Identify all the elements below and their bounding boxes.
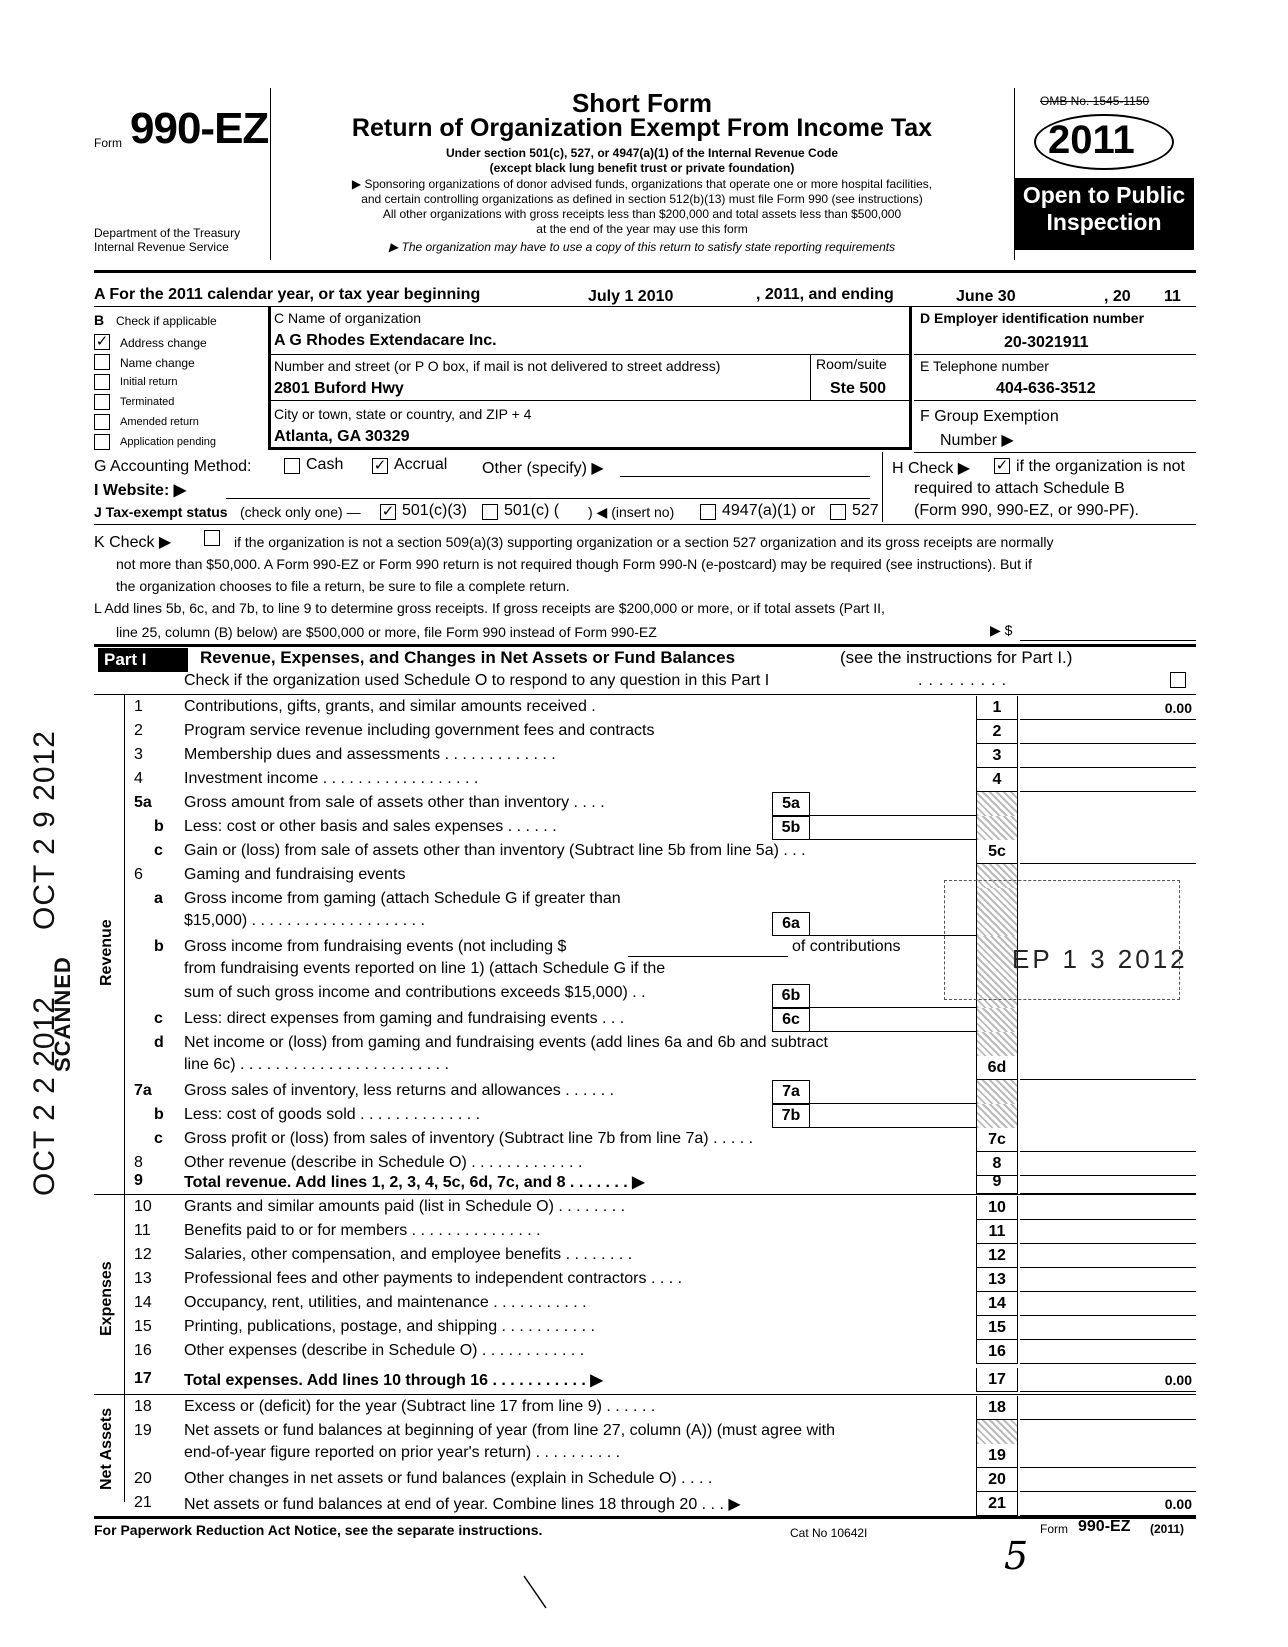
line-h-text: if the organization is not xyxy=(1016,458,1185,475)
initial-return-checkbox[interactable] xyxy=(94,374,110,390)
cash-label: Cash xyxy=(306,456,344,473)
terminated-checkbox[interactable] xyxy=(94,394,110,410)
line-j-check-only: (check only one) — xyxy=(240,504,361,520)
phone-label: E Telephone number xyxy=(920,358,1049,374)
stray-mark xyxy=(520,1572,550,1612)
line-12-amount[interactable] xyxy=(1020,1244,1196,1268)
line-box-label: 8 xyxy=(976,1152,1018,1176)
line-description: Program service revenue including government fees and contracts xyxy=(184,722,655,739)
line-box-label: 20 xyxy=(976,1468,1018,1492)
line-description: Printing, publications, postage, and shipping . . . . . . . . . . . xyxy=(184,1318,595,1335)
schedule-o-dots: ......... xyxy=(918,672,1013,689)
line-11 xyxy=(0,1220,1288,1244)
footer-form-year: (2011) xyxy=(1150,1522,1185,1536)
line-a-label: A For the 2011 calendar year, or tax year beginning xyxy=(94,286,481,303)
other-method-label: Other (specify) ▶ xyxy=(482,460,604,477)
line-13-amount[interactable] xyxy=(1020,1268,1196,1292)
initial-return-label: Initial return xyxy=(120,376,178,388)
line-7c xyxy=(0,1128,1288,1152)
line-5a xyxy=(0,792,1288,816)
line-h-label: H Check ▶ xyxy=(892,460,971,477)
received-stamp-box xyxy=(944,880,1180,1000)
address-change-checkbox[interactable]: ✓ xyxy=(95,333,109,350)
line-number: 3 xyxy=(134,746,143,763)
shaded-cell xyxy=(976,792,1018,816)
line-description-cont: $15,000) . . . . . . . . . . . . . . . . . . . . xyxy=(184,912,425,929)
line-description: Net assets or fund balances at beginning of year (from line 27, column (A)) (must agree with xyxy=(184,1422,835,1439)
room-label: Room/suite xyxy=(816,356,887,372)
line-description: Other expenses (describe in Schedule O) . . . . . . . . . . . . xyxy=(184,1342,585,1359)
line-number: 8 xyxy=(134,1154,143,1171)
line-box-label: 16 xyxy=(976,1340,1018,1364)
line-l-text-1: L Add lines 5b, 6c, and 7b, to line 9 to determine gross receipts. If gross receipts are $200,000 or more, or if total assets (Part II, xyxy=(94,600,885,616)
line-20-amount[interactable] xyxy=(1020,1468,1196,1492)
line-number: a xyxy=(154,890,163,907)
line-number: 13 xyxy=(134,1270,152,1287)
city-label: City or town, state or country, and ZIP + 4 xyxy=(274,406,532,422)
form-number: 990-EZ xyxy=(130,104,269,153)
line-box-label: 6d xyxy=(976,1056,1018,1080)
line-number: c xyxy=(154,842,163,859)
line-number: 15 xyxy=(134,1318,152,1335)
line-number: 11 xyxy=(134,1222,151,1239)
line-16 xyxy=(0,1340,1288,1364)
line-19-amount[interactable] xyxy=(1020,1444,1196,1468)
schedule-o-check-text: Check if the organization used Schedule O to respond to any question in this Part I xyxy=(184,672,770,689)
line-number: 4 xyxy=(134,770,143,787)
line-description: Gross income from fundraising events (not including $ xyxy=(184,938,567,955)
line-number: c xyxy=(154,1130,163,1147)
address-change-label: Address change xyxy=(120,336,207,350)
line-box-label: 5c xyxy=(976,840,1018,864)
line-description-cont: from fundraising events reported on line 1) (attach Schedule G if the xyxy=(184,960,666,977)
line-number: 5a xyxy=(134,794,152,811)
line-description: Gaming and fundraising events xyxy=(184,866,406,883)
sub-box-label: 7a xyxy=(772,1080,810,1104)
line-description: Contributions, gifts, grants, and similar amounts received . xyxy=(184,698,596,715)
shaded-cell xyxy=(976,1008,1018,1032)
line-description: Benefits paid to or for members . . . . . . . . . . . . . . . xyxy=(184,1222,541,1239)
line-description: Occupancy, rent, utilities, and maintenance . . . . . . . . . . . xyxy=(184,1294,587,1311)
part-i-title-note: (see the instructions for Part I.) xyxy=(840,648,1073,667)
4947-label: 4947(a)(1) or xyxy=(722,502,816,519)
open-line-2: Inspection xyxy=(1046,209,1162,235)
application-pending-checkbox[interactable] xyxy=(94,434,110,450)
line-6d xyxy=(0,1032,1288,1080)
line-description: Less: cost or other basis and sales expenses . . . . . . xyxy=(184,818,557,835)
line-21-amount[interactable]: 0.00 xyxy=(1020,1492,1196,1516)
line-10-amount[interactable] xyxy=(1020,1196,1196,1220)
527-label: 527 xyxy=(852,502,879,519)
dept-treasury: Department of the Treasury xyxy=(94,226,241,240)
line-box-label: 2 xyxy=(976,720,1018,744)
schedule-b-checkbox[interactable]: ✓ xyxy=(995,457,1009,474)
shaded-cell xyxy=(976,1032,1018,1056)
line-description: Other changes in net assets or fund balances (explain in Schedule O) . . . . xyxy=(184,1470,713,1487)
line-description: Excess or (deficit) for the year (Subtract line 17 from line 9) . . . . . . xyxy=(184,1398,656,1415)
line-a-begin[interactable]: July 1 2010 xyxy=(588,288,674,305)
street-label: Number and street (or P O box, if mail is not delivered to street address) xyxy=(274,358,721,374)
line-box-label: 11 xyxy=(976,1220,1018,1244)
501c-checkbox[interactable] xyxy=(482,504,498,520)
line-number: 6 xyxy=(134,866,143,883)
sub-box-label: 6a xyxy=(772,912,810,936)
line-number: 7a xyxy=(134,1082,152,1099)
line-description: Salaries, other compensation, and employee benefits . . . . . . . . xyxy=(184,1246,633,1263)
line-description: Other revenue (describe in Schedule O) . . . . . . . . . . . . . xyxy=(184,1154,583,1171)
4947-checkbox[interactable] xyxy=(700,504,716,520)
line-h-text-3: (Form 990, 990-EZ, or 990-PF). xyxy=(914,502,1139,519)
line-description-cont: line 6c) . . . . . . . . . . . . . . . . . . . . . . . . xyxy=(184,1056,449,1073)
line-k-text-2: not more than $50,000. A Form 990-EZ or Form 990 return is not required though Form 990-N (e-postcard) may be required (see instructions). But if xyxy=(116,556,1032,572)
line-k-text-1: if the organization is not a section 509(a)(3) supporting organization or a section 527 organization and its gross receipts are normally xyxy=(234,534,1054,550)
line-20 xyxy=(0,1468,1288,1492)
check-if-applicable: Check if applicable xyxy=(116,314,217,328)
line-box-label: 15 xyxy=(976,1316,1018,1340)
line-box-label: 9 xyxy=(976,1170,1018,1194)
name-change-label: Name change xyxy=(120,356,195,370)
ein[interactable]: 20-3021911 xyxy=(1004,334,1089,351)
line-18 xyxy=(0,1396,1288,1420)
line-14-amount[interactable] xyxy=(1020,1292,1196,1316)
line-6c xyxy=(0,1008,1288,1032)
org-name-label: C Name of organization xyxy=(274,310,422,326)
line-5c-amount[interactable] xyxy=(1020,840,1196,864)
line-19 xyxy=(0,1420,1288,1468)
terminated-label: Terminated xyxy=(120,396,175,408)
line-9 xyxy=(0,1170,1288,1194)
line-1-amount[interactable]: 0.00 xyxy=(1020,696,1196,720)
dept-irs: Internal Revenue Service xyxy=(94,240,229,254)
part-i-tag: Part I xyxy=(98,648,188,672)
subtitle-sponsoring: ▶ Sponsoring organizations of donor advised funds, organizations that operate one or more hospital facilities, xyxy=(351,177,933,191)
scanned-stamp: SCANNED xyxy=(50,956,75,1072)
line-box-label: 21 xyxy=(976,1492,1018,1516)
line-number: 14 xyxy=(134,1294,152,1311)
line-b-label: B xyxy=(94,312,105,328)
date-stamp-oct-22: OCT 2 2 2012 xyxy=(28,996,61,1196)
ein-label: D Employer identification number xyxy=(920,310,1145,326)
line-17-amount[interactable]: 0.00 xyxy=(1020,1368,1196,1392)
subtitle-except: (except black lung benefit trust or private foundation) xyxy=(489,161,795,175)
group-exemption-label: F Group Exemption xyxy=(920,408,1059,425)
application-pending-label: Application pending xyxy=(120,436,217,448)
line-box-label: 19 xyxy=(976,1444,1018,1468)
line-description: Gross income from gaming (attach Schedule G if greater than xyxy=(184,890,621,907)
subtitle-year-end: at the end of the year may use this form xyxy=(536,222,748,236)
line-13 xyxy=(0,1268,1288,1292)
line-number: 10 xyxy=(134,1198,152,1215)
amended-return-checkbox[interactable] xyxy=(94,414,110,430)
line-7b xyxy=(0,1104,1288,1128)
line-number: 9 xyxy=(134,1172,143,1189)
line-l-text-2: line 25, column (B) below) are $500,000 or more, file Form 990 instead of Form 990-EZ xyxy=(116,624,657,640)
line-16-amount[interactable] xyxy=(1020,1340,1196,1364)
form-prefix: Form xyxy=(94,136,122,150)
line-j-label: J Tax-exempt status xyxy=(94,504,228,520)
subtitle-section: Under section 501(c), 527, or 4947(a)(1) of the Internal Revenue Code xyxy=(445,146,839,160)
line-15-amount[interactable] xyxy=(1020,1316,1196,1340)
line-l-dollar: ▶ $ xyxy=(990,622,1013,638)
street[interactable]: 2801 Buford Hwy xyxy=(274,380,404,397)
line-17 xyxy=(0,1368,1288,1392)
line-description: Membership dues and assessments . . . . . . . . . . . . . xyxy=(184,746,556,763)
open-to-public-inspection xyxy=(1014,178,1194,250)
title-short-form: Short Form xyxy=(571,88,713,118)
line-15 xyxy=(0,1316,1288,1340)
open-line-1: Open to Public xyxy=(1022,182,1186,208)
paperwork-notice: For Paperwork Reduction Act Notice, see the separate instructions. xyxy=(94,1522,543,1538)
sub-box-label: 5a xyxy=(772,792,810,816)
line-number: 21 xyxy=(134,1494,152,1511)
line-description: Total expenses. Add lines 10 through 16 . . . . . . . . . . . ▶ xyxy=(184,1372,603,1389)
line-description: Net assets or fund balances at end of year. Combine lines 18 through 20 . . . ▶ xyxy=(184,1496,741,1513)
line-9-amount[interactable] xyxy=(1020,1170,1196,1194)
line-box-label: 4 xyxy=(976,768,1018,792)
line-description: Investment income . . . . . . . . . . . . . . . . . . xyxy=(184,770,479,787)
subtitle-controlling: and certain controlling organizations as defined in section 512(b)(13) must file Form 990 (see instructions) xyxy=(361,192,923,206)
sub-box-label: 6c xyxy=(772,1008,810,1032)
line-description: Grants and similar amounts paid (list in Schedule O) . . . . . . . . xyxy=(184,1198,626,1215)
line-14 xyxy=(0,1292,1288,1316)
sub-box-label: 7b xyxy=(772,1104,810,1128)
tax-year: 2011 xyxy=(1048,118,1135,162)
line-7a xyxy=(0,1080,1288,1104)
line-box-label: 1 xyxy=(976,696,1018,720)
line-number: b xyxy=(154,938,164,955)
line-k-text-3: the organization chooses to file a return, be sure to file a complete return. xyxy=(116,578,570,594)
line-5b-amount[interactable] xyxy=(810,816,976,840)
group-exemption-number-label: Number ▶ xyxy=(940,432,1014,449)
line-description: Gross amount from sale of assets other than inventory . . . . xyxy=(184,794,605,811)
line-2 xyxy=(0,720,1288,744)
line-12 xyxy=(0,1244,1288,1268)
name-change-checkbox[interactable] xyxy=(94,354,110,370)
line-description: Less: direct expenses from gaming and fundraising events . . . xyxy=(184,1010,625,1027)
line-6d-amount[interactable] xyxy=(1020,1056,1196,1080)
footer-form-prefix: Form xyxy=(1040,1522,1068,1536)
sub-box-label: 5b xyxy=(772,816,810,840)
501c3-checkbox[interactable]: ✓ xyxy=(381,503,395,520)
line-6c-amount[interactable] xyxy=(810,1008,976,1032)
line-4-amount[interactable] xyxy=(1020,768,1196,792)
line-number: 16 xyxy=(134,1342,152,1359)
line-a-mid: , 2011, and ending xyxy=(756,286,894,303)
shaded-cell xyxy=(976,1420,1018,1444)
line-7a-amount[interactable] xyxy=(810,1080,976,1104)
part-i-title: Revenue, Expenses, and Changes in Net Assets or Fund Balances xyxy=(200,648,736,667)
line-i-label: I Website: ▶ xyxy=(94,482,187,499)
line-description: Net income or (loss) from gaming and fundraising events (add lines 6a and 6b and subtract xyxy=(184,1034,828,1051)
line-5c xyxy=(0,840,1288,864)
received-stamp-date: EP 1 3 2012 xyxy=(1012,944,1188,974)
line-g-label: G Accounting Method: xyxy=(94,458,252,475)
line-11-amount[interactable] xyxy=(1020,1220,1196,1244)
accrual-label: Accrual xyxy=(394,456,448,473)
line-description: Total revenue. Add lines 1, 2, 3, 4, 5c, 6d, 7c, and 8 . . . . . . . ▶ xyxy=(184,1174,645,1191)
line-box-label: 3 xyxy=(976,744,1018,768)
line-21 xyxy=(0,1492,1288,1516)
omb-number: OMB No. 1545-1150 xyxy=(1040,94,1150,108)
line-description-cont: end-of-year figure reported on prior year's return) . . . . . . . . . . xyxy=(184,1444,621,1461)
line-7c-amount[interactable] xyxy=(1020,1128,1196,1152)
room[interactable]: Ste 500 xyxy=(830,380,887,397)
line-k-label: K Check ▶ xyxy=(94,534,172,551)
line-h-text-2: required to attach Schedule B xyxy=(914,480,1125,497)
shaded-cell xyxy=(976,1104,1018,1128)
line-description: Less: cost of goods sold . . . . . . . . . . . . . . xyxy=(184,1106,481,1123)
line-description: Gross sales of inventory, less returns and allowances . . . . . . xyxy=(184,1082,615,1099)
expenses-section-label: Expenses xyxy=(98,1261,115,1336)
schedule-o-checkbox[interactable] xyxy=(1170,672,1186,688)
revenue-section-label: Revenue xyxy=(98,919,115,986)
line-number: 2 xyxy=(134,722,143,739)
line-a-yr-prefix: , 20 xyxy=(1104,288,1131,305)
shaded-cell xyxy=(976,816,1018,840)
net-assets-section-label: Net Assets xyxy=(98,1407,115,1490)
line-box-label: 10 xyxy=(976,1196,1018,1220)
line-description: Professional fees and other payments to independent contractors . . . . xyxy=(184,1270,683,1287)
501c-label: 501(c) ( xyxy=(504,502,560,519)
line-description-cont-2: sum of such gross income and contributions exceeds $15,000) . . xyxy=(184,984,646,1001)
line-box-label: 13 xyxy=(976,1268,1018,1292)
subtitle-other-orgs: All other organizations with gross receipts less than $200,000 and total assets less than $500,000 xyxy=(382,207,902,221)
line-5a-amount[interactable] xyxy=(810,792,976,816)
amended-return-label: Amended return xyxy=(120,416,199,428)
line-7b-amount[interactable] xyxy=(810,1104,976,1128)
line-number: 18 xyxy=(134,1398,152,1415)
line-18-amount[interactable] xyxy=(1020,1396,1196,1420)
accrual-checkbox[interactable]: ✓ xyxy=(373,457,387,474)
line-number: 1 xyxy=(134,698,143,715)
line-number: c xyxy=(154,1010,163,1027)
527-checkbox[interactable] xyxy=(830,504,846,520)
line-a-end[interactable]: June 30 xyxy=(956,288,1016,305)
line-number: 12 xyxy=(134,1246,152,1263)
line-box-label: 12 xyxy=(976,1244,1018,1268)
cash-checkbox[interactable] xyxy=(284,458,300,474)
subtitle-state-reporting: ▶ The organization may have to use a copy of this return to satisfy state reporting requirements xyxy=(388,240,896,254)
line-number: 20 xyxy=(134,1470,152,1487)
line-a-yr[interactable]: 11 xyxy=(1164,288,1181,305)
line-1 xyxy=(0,696,1288,720)
line-box-label: 14 xyxy=(976,1292,1018,1316)
org-name[interactable]: A G Rhodes Extendacare Inc. xyxy=(274,332,497,349)
sub-box-label: 6b xyxy=(772,984,810,1008)
footer-form-number: 990-EZ xyxy=(1078,1518,1131,1535)
line-2-amount[interactable] xyxy=(1020,720,1196,744)
line-number: 17 xyxy=(134,1370,152,1387)
cat-number: Cat No 10642I xyxy=(790,1526,868,1540)
line-10 xyxy=(0,1196,1288,1220)
501c3-label: 501(c)(3) xyxy=(402,502,467,519)
line-description-contributions: of contributions xyxy=(792,938,901,955)
line-3 xyxy=(0,744,1288,768)
date-stamp-oct-29: OCT 2 9 2012 xyxy=(28,730,61,930)
page-mark: 5 xyxy=(1004,1534,1029,1578)
line-k-checkbox[interactable] xyxy=(204,530,220,546)
shaded-cell xyxy=(976,1080,1018,1104)
city[interactable]: Atlanta, GA 30329 xyxy=(274,428,410,445)
phone[interactable]: 404-636-3512 xyxy=(996,380,1096,397)
line-3-amount[interactable] xyxy=(1020,744,1196,768)
line-number: b xyxy=(154,1106,164,1123)
line-box-label: 18 xyxy=(976,1396,1018,1420)
line-number: 19 xyxy=(134,1422,152,1439)
line-number: b xyxy=(154,818,164,835)
line-box-label: 7c xyxy=(976,1128,1018,1152)
line-number: d xyxy=(154,1034,164,1051)
line-5b xyxy=(0,816,1288,840)
line-4 xyxy=(0,768,1288,792)
line-description: Gross profit or (loss) from sales of inventory (Subtract line 7b from line 7a) . . . . . xyxy=(184,1130,754,1147)
title-return: Return of Organization Exempt From Income Tax xyxy=(351,114,933,142)
line-box-label: 17 xyxy=(976,1368,1018,1392)
line-description: Gain or (loss) from sale of assets other than inventory (Subtract line 5b from line 5a) . . . xyxy=(184,842,806,859)
insert-no-label: ) ◀ (insert no) xyxy=(588,504,675,520)
